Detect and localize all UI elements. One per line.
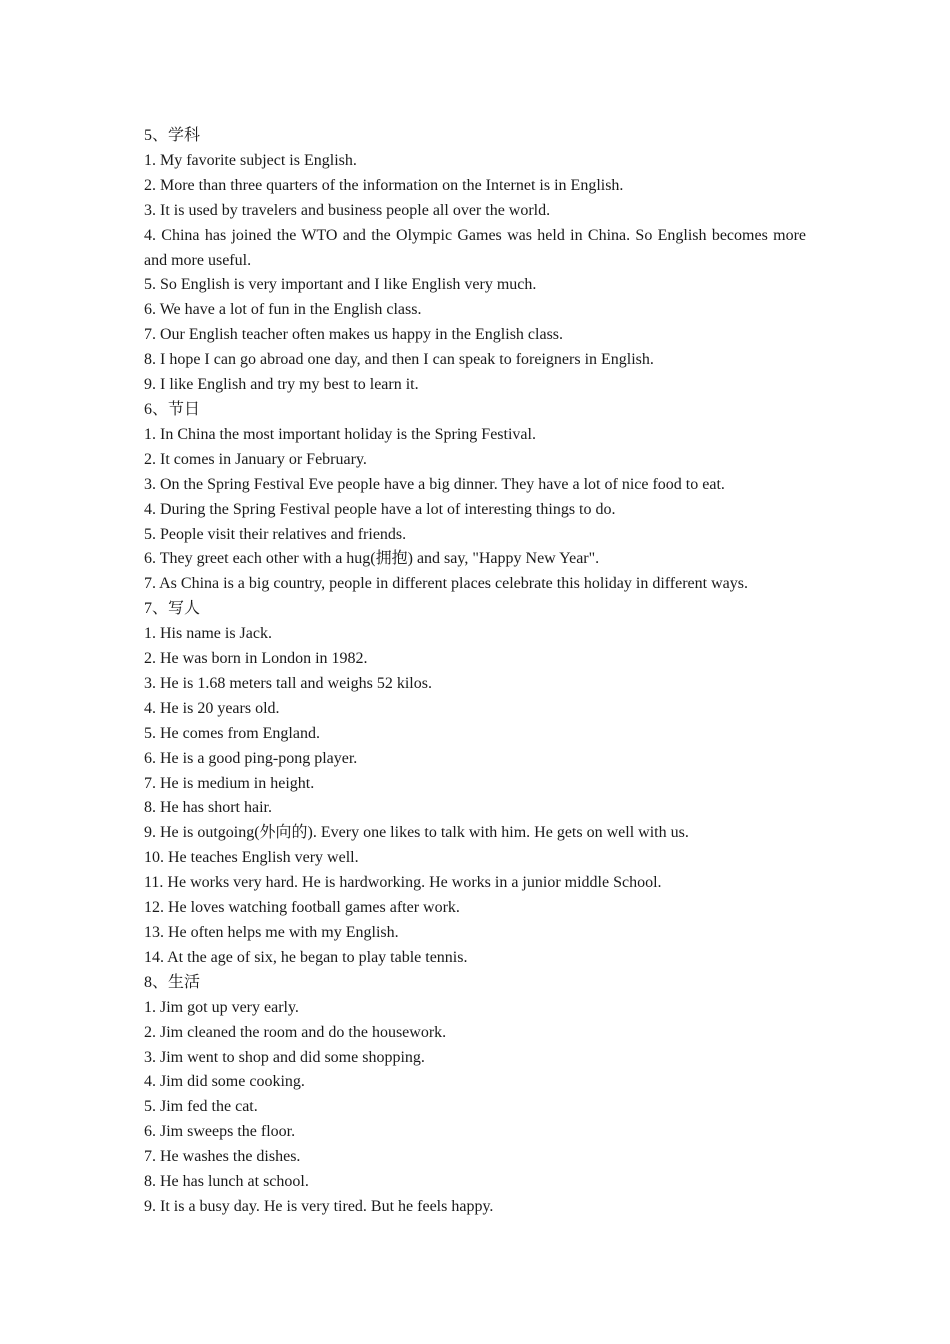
- list-item: 3. It is used by travelers and business people all over the world.: [144, 201, 551, 219]
- list-item: 9. It is a busy day. He is very tired. But he feels happy.: [144, 1197, 494, 1215]
- list-item: 5. So English is very important and I like English very much.: [144, 276, 537, 294]
- document-page: [144, 124, 806, 1220]
- list-item: 3. Jim went to shop and did some shopping.: [144, 1048, 425, 1066]
- list-item: 9. I like English and try my best to learn it.: [144, 376, 419, 394]
- list-item: 9. He is outgoing(外向的). Every one likes to talk with him. He gets on well with us.: [144, 824, 689, 842]
- list-item: 4. During the Spring Festival people have a lot of interesting things to do.: [144, 500, 616, 518]
- section-heading: 6、节日: [144, 400, 201, 418]
- list-item: 1. In China the most important holiday is the Spring Festival.: [144, 425, 536, 443]
- list-item: 3. On the Spring Festival Eve people have a big dinner. They have a lot of nice food to eat.: [144, 475, 725, 493]
- list-item: 2. Jim cleaned the room and do the housework.: [144, 1023, 447, 1041]
- list-item: 4. China has joined the WTO and the Olympic Games was held in China. So English becomes more and more useful.: [144, 226, 806, 269]
- list-item: 4. He is 20 years old.: [144, 699, 280, 717]
- list-item: 1. My favorite subject is English.: [144, 151, 357, 169]
- list-item: 6. Jim sweeps the floor.: [144, 1123, 296, 1141]
- section-festival: [144, 398, 806, 597]
- list-item: 2. It comes in January or February.: [144, 450, 367, 468]
- list-item: 1. Jim got up very early.: [144, 998, 299, 1016]
- list-item: 14. At the age of six, he began to play table tennis.: [144, 948, 468, 966]
- list-item: 6. They greet each other with a hug(拥抱) and say, "Happy New Year".: [144, 550, 600, 568]
- list-item: 6. We have a lot of fun in the English class.: [144, 301, 422, 319]
- list-item: 5. Jim fed the cat.: [144, 1098, 258, 1116]
- list-item: 8. He has lunch at school.: [144, 1173, 309, 1191]
- list-item: 10. He teaches English very well.: [144, 849, 359, 867]
- list-item: 11. He works very hard. He is hardworking. He works in a junior middle School.: [144, 874, 662, 892]
- section-subject: [144, 124, 806, 398]
- section-heading: 7、写人: [144, 600, 201, 618]
- list-item: 6. He is a good ping-pong player.: [144, 749, 358, 767]
- section-person: [144, 597, 806, 971]
- list-item: 2. He was born in London in 1982.: [144, 650, 368, 668]
- list-item: 8. He has short hair.: [144, 799, 272, 817]
- list-item: 2. More than three quarters of the information on the Internet is in English.: [144, 176, 624, 194]
- list-item: 8. I hope I can go abroad one day, and then I can speak to foreigners in English.: [144, 351, 654, 369]
- list-item: 5. People visit their relatives and friends.: [144, 525, 407, 543]
- list-item: 12. He loves watching football games after work.: [144, 899, 460, 917]
- list-item: 5. He comes from England.: [144, 724, 320, 742]
- section-life: [144, 971, 806, 1220]
- section-heading: 5、学科: [144, 127, 201, 144]
- section-heading: 8、生活: [144, 973, 201, 991]
- list-item: 1. His name is Jack.: [144, 625, 272, 643]
- list-item: 7. Our English teacher often makes us happy in the English class.: [144, 326, 564, 344]
- list-item: 13. He often helps me with my English.: [144, 924, 399, 941]
- list-item: 7. He is medium in height.: [144, 774, 315, 792]
- list-item: 3. He is 1.68 meters tall and weighs 52 kilos.: [144, 674, 432, 692]
- list-item: 7. He washes the dishes.: [144, 1148, 301, 1166]
- list-item: 4. Jim did some cooking.: [144, 1073, 305, 1091]
- list-item: 7. As China is a big country, people in different places celebrate this holiday in different ways.: [144, 575, 748, 593]
